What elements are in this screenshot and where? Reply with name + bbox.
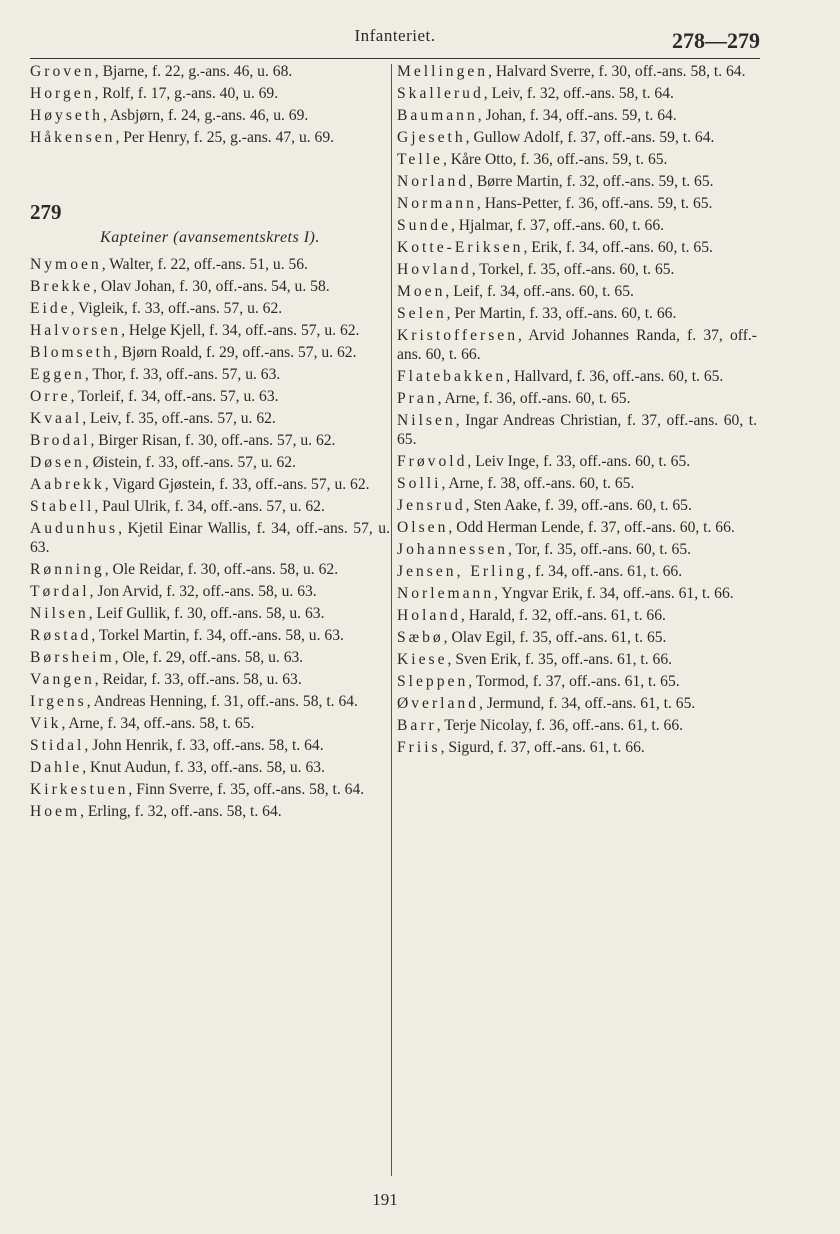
list-item [30, 714, 390, 733]
entry-details: , Vigard Gjøstein, f. 33, off.-ans. 57, u. 62. [104, 476, 370, 493]
entry-surname: Nymoen [30, 256, 102, 273]
entry-surname: Tørdal [30, 583, 90, 600]
entry-details: , Hjalmar, f. 37, off.-ans. 60, t. 66. [450, 217, 665, 234]
entry-surname: Orre [30, 388, 71, 405]
entry-surname: Røstad [30, 627, 92, 644]
entry-details: , Odd Herman Lende, f. 37, off.-ans. 60, t. 66. [448, 519, 735, 536]
section-number: 279 [30, 200, 62, 224]
entry-details: , Thor, f. 33, off.-ans. 57, u. 63. [84, 366, 281, 383]
entry-details: , Tor, f. 35, off.-ans. 60, t. 65. [507, 541, 692, 558]
entry-surname: Sleppen [397, 673, 469, 690]
entry-details: , John Henrik, f. 33, off.-ans. 58, t. 64. [84, 737, 324, 754]
column-divider [391, 64, 392, 1176]
entry-surname: Norland [397, 173, 470, 190]
list-item [30, 670, 390, 689]
entry-surname: Horgen [30, 85, 95, 102]
list-item [397, 282, 757, 301]
list-item [30, 106, 390, 125]
list-item [30, 626, 390, 645]
entry-surname: Brekke [30, 278, 94, 295]
entry-details: , Olav Egil, f. 35, off.-ans. 61, t. 65. [443, 629, 667, 646]
page-range: 278—279 [672, 28, 760, 53]
list-item [397, 326, 757, 364]
entry-surname: Stabell [30, 498, 95, 515]
list-item [397, 304, 757, 323]
entry-surname: Mellingen [397, 63, 489, 80]
left-top-entries [30, 62, 390, 147]
entry-surname: Selen [397, 305, 447, 322]
list-item [30, 604, 390, 623]
entry-details: , Bjørn Roald, f. 29, off.-ans. 57, u. 62. [113, 344, 357, 361]
entry-details: , Walter, f. 22, off.-ans. 51, u. 56. [101, 256, 308, 273]
list-item [30, 497, 390, 516]
entry-surname: Skallerud [397, 85, 484, 102]
list-item [397, 62, 757, 81]
list-item [397, 474, 757, 493]
list-item [397, 106, 757, 125]
entry-surname: Døsen [30, 454, 85, 471]
entry-surname: Frøvold [397, 453, 468, 470]
entry-details: , Ole Reidar, f. 30, off.-ans. 58, u. 62. [104, 561, 339, 578]
list-item [397, 540, 757, 559]
entry-details: , Vigleik, f. 33, off.-ans. 57, u. 62. [70, 300, 283, 317]
list-item [397, 194, 757, 213]
entry-details: , Erling, f. 32, off.-ans. 58, t. 64. [80, 803, 282, 820]
entry-surname: Pran [397, 390, 438, 407]
entry-surname: Nilsen [30, 605, 89, 622]
entry-details: , Sten Aake, f. 39, off.-ans. 60, t. 65. [465, 497, 692, 514]
entry-surname: Holand [397, 607, 461, 624]
header-rule [30, 58, 760, 59]
list-item [30, 736, 390, 755]
entry-details: , Hallvard, f. 36, off.-ans. 60, t. 65. [506, 368, 724, 385]
list-item [30, 128, 390, 147]
list-item [397, 606, 757, 625]
entry-details: , Leiv, f. 35, off.-ans. 57, u. 62. [82, 410, 276, 427]
list-item [30, 475, 390, 494]
list-item [30, 519, 390, 557]
list-item [397, 411, 757, 449]
list-item [397, 518, 757, 537]
left-main-entries [30, 255, 390, 821]
entry-surname: Rønning [30, 561, 105, 578]
entry-surname: Gjeseth [397, 129, 466, 146]
entry-surname: Sunde [397, 217, 451, 234]
entry-details: , Torkel, f. 35, off.-ans. 60, t. 65. [471, 261, 675, 278]
entry-surname: Eide [30, 300, 71, 317]
list-item [397, 628, 757, 647]
entry-details: , Reidar, f. 33, off.-ans. 58, u. 63. [94, 671, 302, 688]
entry-details: , Andreas Henning, f. 31, off.-ans. 58, t. 64. [86, 693, 358, 710]
entry-surname: Håkensen [30, 129, 116, 146]
entry-surname: Hoem [30, 803, 81, 820]
list-item [397, 216, 757, 235]
entry-surname: Telle [397, 151, 443, 168]
running-title: Infanteriet. [354, 26, 436, 45]
entry-surname: Vik [30, 715, 62, 732]
list-item [30, 321, 390, 340]
entry-details: , Knut Audun, f. 33, off.-ans. 58, u. 63. [82, 759, 325, 776]
list-item [397, 367, 757, 386]
entry-details: , Olav Johan, f. 30, off.-ans. 54, u. 58. [93, 278, 330, 295]
entry-details: , Asbjørn, f. 24, g.-ans. 46, u. 69. [102, 107, 309, 124]
right-main-entries [397, 62, 757, 757]
entry-details: , Terje Nicolay, f. 36, off.-ans. 61, t. 66. [436, 717, 684, 734]
list-item [397, 260, 757, 279]
list-item [30, 431, 390, 450]
entry-details: , Jon Arvid, f. 32, off.-ans. 58, u. 63. [89, 583, 317, 600]
list-item [397, 584, 757, 603]
entry-details: , Birger Risan, f. 30, off.-ans. 57, u. 62. [90, 432, 336, 449]
list-item [30, 255, 390, 274]
entry-surname: Jensen, Erling [397, 563, 528, 580]
entry-surname: Nilsen [397, 412, 456, 429]
entry-details: , Torkel Martin, f. 34, off.-ans. 58, u. 63. [91, 627, 344, 644]
entry-surname: Aabrekk [30, 476, 105, 493]
entry-surname: Hovland [397, 261, 472, 278]
entry-surname: Jensrud [397, 497, 466, 514]
list-item [397, 650, 757, 669]
entry-details: , Arne, f. 36, off.-ans. 60, t. 65. [437, 390, 631, 407]
entry-surname: Groven [30, 63, 95, 80]
entry-details: , Finn Sverre, f. 35, off.-ans. 58, t. 64. [128, 781, 365, 798]
list-item [30, 560, 390, 579]
list-item [30, 84, 390, 103]
entry-surname: Høyseth [30, 107, 103, 124]
list-item [397, 84, 757, 103]
entry-details: , Børre Martin, f. 32, off.-ans. 59, t. 65. [469, 173, 714, 190]
list-item [30, 582, 390, 601]
entry-surname: Audunhus [30, 520, 119, 537]
entry-surname: Stidal [30, 737, 85, 754]
entry-details: , Johan, f. 34, off.-ans. 59, t. 64. [477, 107, 677, 124]
entry-surname: Brodal [30, 432, 91, 449]
right-column [397, 62, 757, 760]
entry-surname: Flatebakken [397, 368, 507, 385]
list-item [30, 62, 390, 81]
list-item [30, 692, 390, 711]
entry-details: , Leif, f. 34, off.-ans. 60, t. 65. [445, 283, 634, 300]
entry-details: , Arne, f. 38, off.-ans. 60, t. 65. [441, 475, 635, 492]
entry-details: , Ingar Andreas Christian, f. 37, off.-ans. 60, t. 65. [397, 412, 757, 448]
entry-details: , Arne, f. 34, off.-ans. 58, t. 65. [61, 715, 255, 732]
entry-surname: Dahle [30, 759, 83, 776]
list-item [397, 672, 757, 691]
list-item [397, 389, 757, 408]
entry-details: , Gullow Adolf, f. 37, off.-ans. 59, t. 64. [465, 129, 715, 146]
section-heading: Kapteiner (avansementskrets I). [100, 229, 320, 246]
entry-details: , Per Martin, f. 33, off.-ans. 60, t. 66. [446, 305, 677, 322]
list-item [30, 780, 390, 799]
list-item [30, 365, 390, 384]
list-item [397, 496, 757, 515]
entry-surname: Friis [397, 739, 441, 756]
list-item [30, 648, 390, 667]
list-item [30, 409, 390, 428]
entry-surname: Sæbø [397, 629, 444, 646]
list-item [397, 694, 757, 713]
entry-details: , Rolf, f. 17, g.-ans. 40, u. 69. [94, 85, 279, 102]
entry-surname: Kvaal [30, 410, 83, 427]
entry-details: , Helge Kjell, f. 34, off.-ans. 57, u. 62. [121, 322, 360, 339]
entry-details: , Halvard Sverre, f. 30, off.-ans. 58, t. 64. [488, 63, 746, 80]
entry-details: , Arvid Johannes Randa, f. 37, off.-ans. 60, t. 66. [397, 327, 757, 363]
list-item [30, 343, 390, 362]
entry-details: , Leiv, f. 32, off.-ans. 58, t. 64. [483, 85, 674, 102]
entry-surname: Halvorsen [30, 322, 122, 339]
entry-surname: Blomseth [30, 344, 114, 361]
list-item [397, 452, 757, 471]
entry-surname: Eggen [30, 366, 85, 383]
list-item [397, 238, 757, 257]
entry-details: , Sigurd, f. 37, off.-ans. 61, t. 66. [440, 739, 645, 756]
page-header [30, 22, 760, 58]
left-column [30, 62, 390, 824]
entry-surname: Kotte-Eriksen [397, 239, 524, 256]
list-item [30, 802, 390, 821]
list-item [397, 150, 757, 169]
entry-surname: Irgens [30, 693, 87, 710]
entry-surname: Baumann [397, 107, 478, 124]
entry-surname: Kiese [397, 651, 448, 668]
entry-details: , f. 34, off.-ans. 61, t. 66. [527, 563, 683, 580]
entry-surname: Vangen [30, 671, 95, 688]
entry-details: , Bjarne, f. 22, g.-ans. 46, u. 68. [94, 63, 293, 80]
entry-details: , Leiv Inge, f. 33, off.-ans. 60, t. 65. [467, 453, 691, 470]
entry-details: , Paul Ulrik, f. 34, off.-ans. 57, u. 62. [94, 498, 325, 515]
entry-details: , Kjetil Einar Wallis, f. 34, off.-ans. 57, u. 63. [30, 520, 390, 556]
list-item [30, 299, 390, 318]
entry-surname: Øverland [397, 695, 480, 712]
entry-details: , Per Henry, f. 25, g.-ans. 47, u. 69. [115, 129, 335, 146]
entry-details: , Øistein, f. 33, off.-ans. 57, u. 62. [84, 454, 296, 471]
list-item [30, 387, 390, 406]
entry-details: , Ole, f. 29, off.-ans. 58, u. 63. [114, 649, 304, 666]
list-item [397, 738, 757, 757]
entry-details: , Harald, f. 32, off.-ans. 61, t. 66. [460, 607, 666, 624]
list-item [397, 716, 757, 735]
list-item [30, 277, 390, 296]
entry-details: , Kåre Otto, f. 36, off.-ans. 59, t. 65. [442, 151, 668, 168]
entry-surname: Johannessen [397, 541, 508, 558]
entry-details: , Yngvar Erik, f. 34, off.-ans. 61, t. 66. [494, 585, 734, 602]
entry-surname: Norlemann [397, 585, 495, 602]
entry-details: , Hans-Petter, f. 36, off.-ans. 59, t. 65. [476, 195, 713, 212]
entry-surname: Normann [397, 195, 477, 212]
entry-surname: Barr [397, 717, 437, 734]
entry-details: , Jermund, f. 34, off.-ans. 61, t. 65. [479, 695, 696, 712]
entry-details: , Torleif, f. 34, off.-ans. 57, u. 63. [70, 388, 279, 405]
list-item [397, 128, 757, 147]
entry-details: , Erik, f. 34, off.-ans. 60, t. 65. [523, 239, 713, 256]
entry-surname: Børsheim [30, 649, 115, 666]
entry-surname: Olsen [397, 519, 449, 536]
list-item [30, 453, 390, 472]
list-item [30, 758, 390, 777]
entry-details: , Sven Erik, f. 35, off.-ans. 61, t. 66. [447, 651, 673, 668]
entry-surname: Kirkestuen [30, 781, 129, 798]
entry-surname: Solli [397, 475, 442, 492]
entry-details: , Tormod, f. 37, off.-ans. 61, t. 65. [468, 673, 680, 690]
list-item [397, 562, 757, 581]
list-item [397, 172, 757, 191]
entry-details: , Leif Gullik, f. 30, off.-ans. 58, u. 63. [88, 605, 325, 622]
page-number: 191 [372, 1190, 398, 1209]
entry-surname: Kristoffersen [397, 327, 518, 344]
entry-surname: Moen [397, 283, 446, 300]
